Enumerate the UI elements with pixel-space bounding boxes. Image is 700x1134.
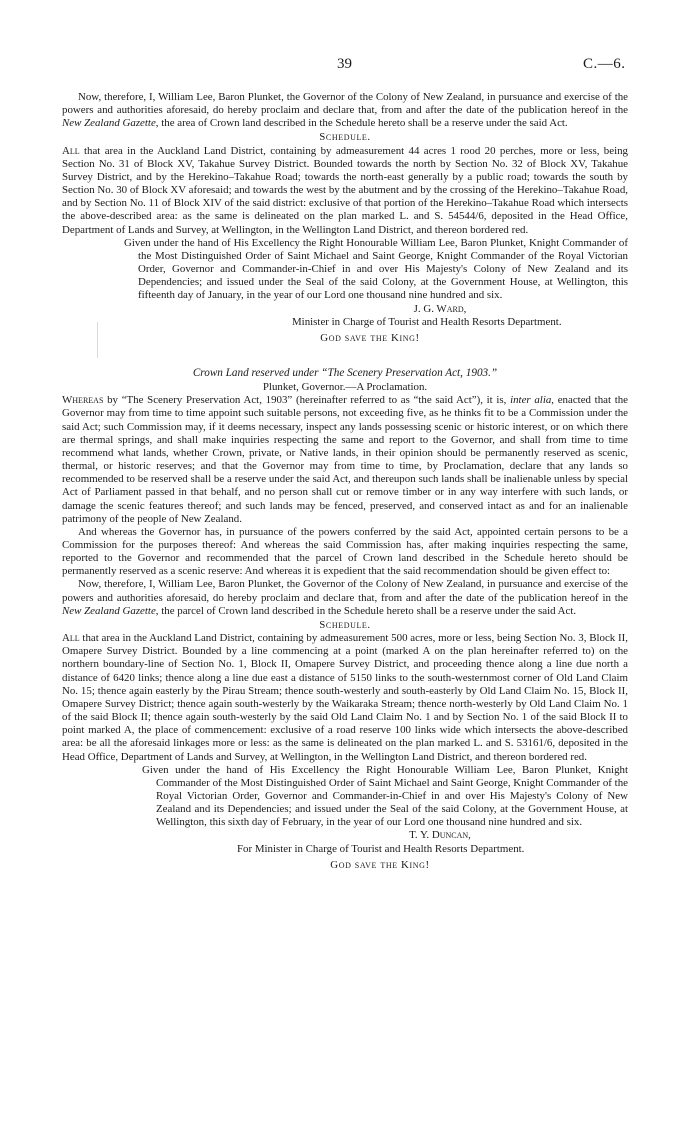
whereas-text-b: , enacted that the Governor may from time to time appoint such suitable persons, not exceeding five, as he thinks fit to be a Commission under the said Act; such Commission may, if it deems necessary, inspect any lands possessing scenic or historic interest, or on which there are thermal springs, and shall make inquiries respecting the same and report to the Governor, and shall from time to time recommend what lands, whether Crown, private, or Native lands, in their opinion should be permanently reserved as scenic, thermal, or historic reserves; and that the Governor may from time to time, by Proclamation, declare that any lands so recommended to be reserved shall be a reserve under the said Act, and thereupon such lands shall be inalienable unless by special Act of Parliament passed in that behalf, and no person shall cut or remove timber or in any way interfere with such lands, or damage the scenic features thereof; and such lands may be fenced, preserved, and conserved intact as and for an inalienable patrimony of the people of New Zealand.	[62, 394, 629, 525]
second-god-save-the-king: God save the King!	[330, 858, 430, 871]
second-proclaim-lead: Now, therefore, I, William Lee, Baron Plunket, the Governor of the Colony of New Zealand, in pursuance and exercise of the powers and authorities aforesaid, do hereby proclaim and declare that, from and after the date of the publication hereof in the	[62, 578, 628, 604]
second-signatory: T. Y. Duncan,	[409, 829, 471, 842]
first-gazette-name: New Zealand Gazette	[62, 117, 156, 130]
second-proclamation-heading: Plunket, Governor.—A Proclamation.	[262, 381, 428, 394]
page-header	[0, 56, 700, 76]
second-schedule-heading: Schedule.	[319, 618, 371, 631]
page-number: 39	[337, 56, 352, 72]
first-schedule-all: All	[62, 144, 80, 157]
inter-alia: inter alia	[510, 394, 552, 407]
first-proclaim-lead: Now, therefore, I, William Lee, Baron Plunket, the Governor of the Colony of New Zealand, in pursuance and exercise of the powers and authorities aforesaid, do hereby proclaim and declare that, from and after the date of the publication hereof in the	[62, 91, 628, 117]
second-schedule-all: All	[62, 632, 80, 645]
second-gazette-name: New Zealand Gazette	[62, 604, 156, 617]
second-whereas-paragraph	[62, 394, 628, 526]
first-proclamation-paragraph	[62, 91, 628, 130]
second-proclaim-tail: , the parcel of Crown land described in the Schedule hereto shall be a reserve under the said Act.	[155, 604, 577, 617]
whereas-word: Whereas	[62, 394, 104, 407]
first-god-save-the-king: God save the King!	[320, 331, 420, 344]
second-given-under-hand: Given under the hand of His Excellency the Right Honourable William Lee, Baron Plunket, Knight Commander of the Most Distinguished Order of Saint Michael and Saint George, Knight Commander of the Royal Victorian Order, Governor and Commander-in-Chief in and over His Majesty's Colony of New Zealand and its Dependencies; and issued under the Seal of the said Colony, at the Government House, at Wellington, this sixth day of February, in the year of our Lord one thousand nine hundred and six.	[142, 763, 628, 829]
first-given-under-hand: Given under the hand of His Excellency the Right Honourable William Lee, Baron Plunket, Knight Commander of the Most Distinguished Order of Saint Michael and Saint George, Knight Commander of the Royal Victorian Order, Governor and Commander-in-Chief in and over His Majesty's Colony of New Zealand and its Dependencies; and issued under the Seal of the said Colony, at the Government House, at Wellington, this fifteenth day of January, in the year of our Lord one thousand nine hundred and six.	[124, 236, 628, 302]
second-schedule-paragraph	[62, 632, 628, 764]
second-schedule-text: that area in the Auckland Land District, containing by admeasurement 500 acres, more or less, being Section No. 3, Block II, Omapere Survey District. Bounded by a line commencing at a point (marked A on the plan hereinafter referred to) on the northern boundary-line of Section No. 1, Block II, Omapere Survey District, and proceeding thence along a line due north a distance of 6420 links; thence along a line due east a distance of 5150 links to the south-westernmost corner of Old Land Claim No. 15; thence again easterly by the Pirau Stream; thence south-westerly and south-easterly by Old Land Claim No. 15, Block II, Omapere Survey District; thence again south-westerly by the Waikaraka Stream; thence north-westerly by Old Land Claim No. 1 of the said Block II; thence again south-westerly by the said Old Land Claim No. 1 and by Section No. 1 of the said Block II to point marked A, the place of commencement: exclusive of a road reserve 100 links wide which intersects the above-described area: be all the aforesaid linkages more or less: as the same is delineated on the plan marked L. and S. 53161/6, deposited in the Head Office, Department of Lands and Survey, at Wellington, in the Wellington Land District, and thereon bordered red.	[62, 632, 628, 763]
second-proclamation-paragraph	[62, 578, 628, 617]
second-minister-title: For Minister in Charge of Tourist and Health Resorts Department.	[237, 842, 525, 855]
second-and-whereas-paragraph: And whereas the Governor has, in pursuance of the powers conferred by the said Act, appointed certain persons to be a Commission for the purposes thereof: And whereas the said Commission has, after making inquiries respecting the same, reported to the Governor and recommended that the parcel of Crown land described in the Schedule hereto should be permanently reserved as a scenic reserve: And whereas it is expedient that the said recommendation should be given effect to:	[62, 525, 628, 578]
first-schedule-heading: Schedule.	[319, 131, 371, 144]
first-proclaim-tail: , the area of Crown land described in the Schedule hereto shall be a reserve under the said Act.	[155, 117, 568, 130]
first-minister-title: Minister in Charge of Tourist and Health Resorts Department.	[292, 315, 562, 328]
second-title: Crown Land reserved under “The Scenery Preservation Act, 1903.”	[192, 366, 498, 379]
document-body	[62, 91, 628, 872]
first-schedule-text: that area in the Auckland Land District, containing by admeasurement 44 acres 1 rood 20 perches, more or less, being Section No. 31 of Block XV, Takahue Survey District. Bounded towards the north by Section No. 32 of Block XV, Takahue Survey District, and by the Herekino–Takahue Road; towards the north-east generally by a public road; towards the south by Section No. 30 of Block XV aforesaid; and towards the west by the abutment and by the crossing of the Herekino–Takahue Road, and by Section No. 11 of Block XIV of the said district: exclusive of that portion of the Herekino–Takahue Road which intersects the above-described area: as the same is delineated on the plan marked L. and S. 54544/6, deposited in the Head Office, Department of Lands and Survey, at Wellington, in the Wellington Land District, and thereon bordered red.	[62, 144, 628, 236]
first-signatory: J. G. Ward,	[413, 302, 467, 315]
whereas-text-a: by “The Scenery Preservation Act, 1903” (hereinafter referred to as “the said Act”), it is,	[103, 394, 511, 407]
document-reference: C.—6.	[583, 56, 626, 72]
first-schedule-paragraph	[62, 145, 628, 237]
